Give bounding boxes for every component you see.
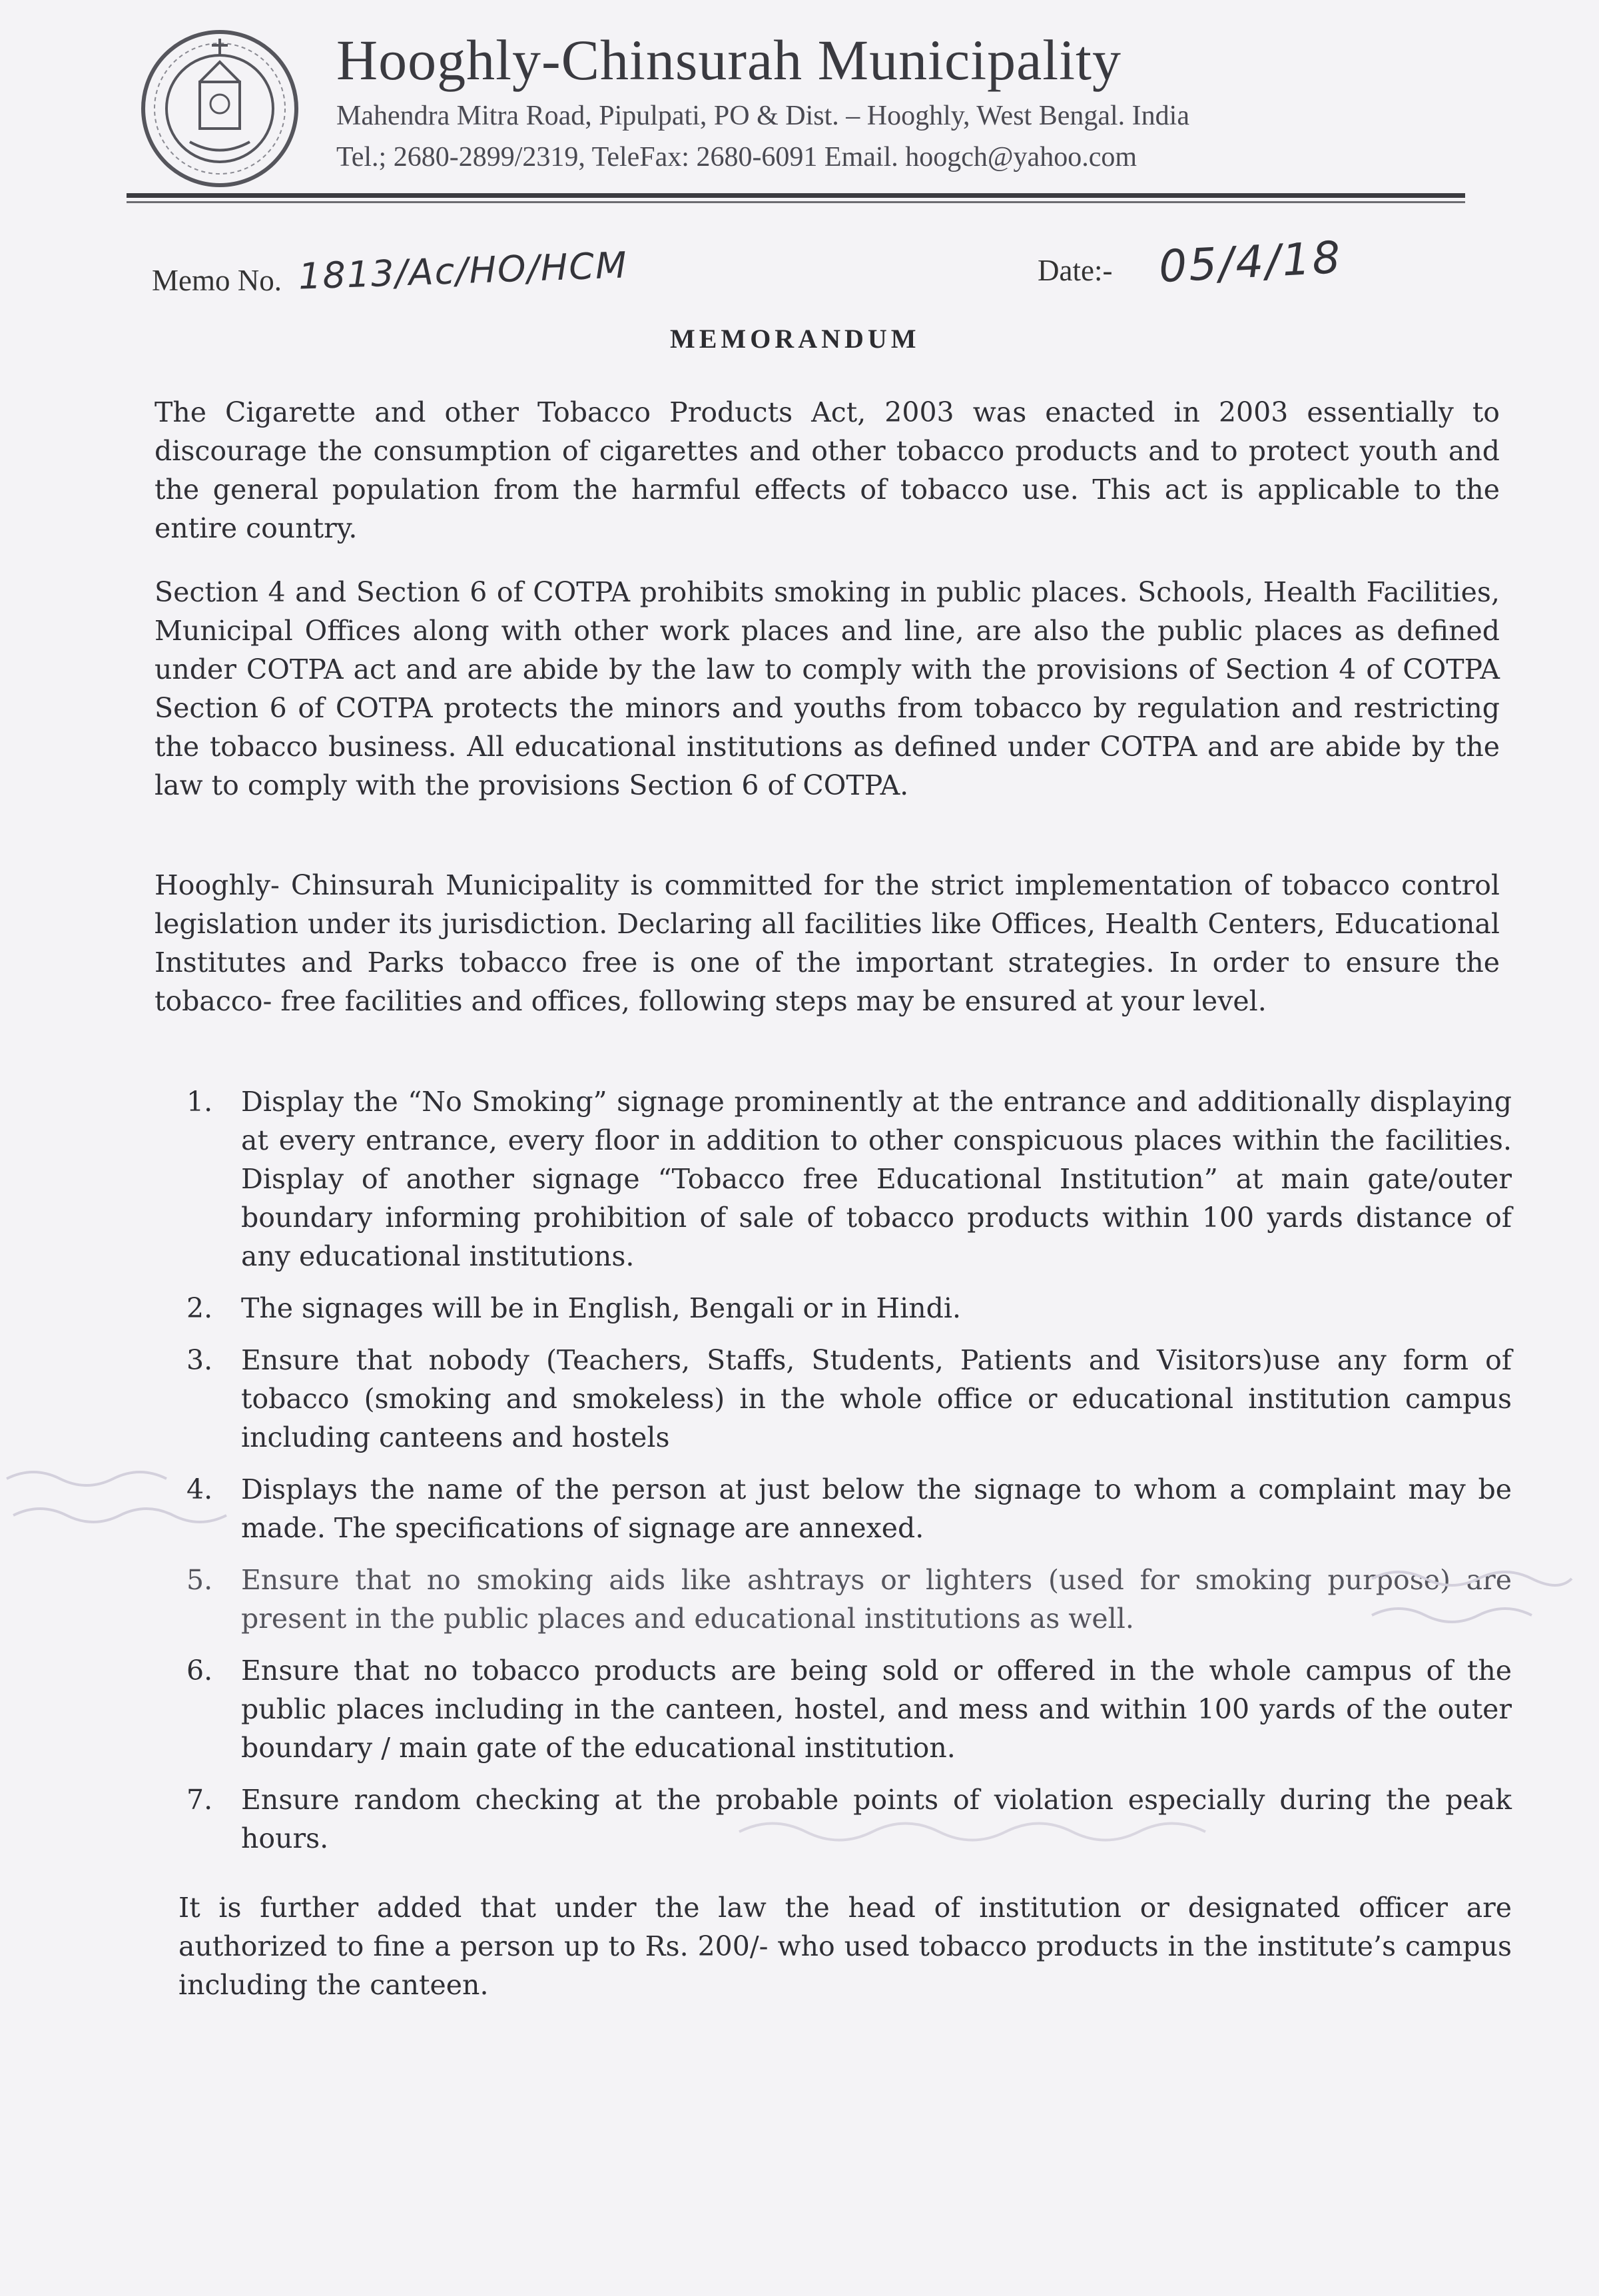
list-item-number: 7. — [186, 1784, 213, 1816]
memo-number-label: Memo No. — [152, 264, 282, 297]
list-item-text: Ensure that no tobacco products are being sold or offered in the whole campus of the public places including in the canteen, hostel, and mess and within 100 yards of the outer boundary / main gate of the educational institution. — [241, 1655, 1512, 1764]
list-item-number: 5. — [186, 1564, 213, 1596]
organization-address: Mahendra Mitra Road, Pipulpati, PO & Dist. – Hooghly, West Bengal. India — [336, 101, 1189, 131]
list-item-number: 3. — [186, 1344, 213, 1376]
bleed-through-marks — [1365, 1552, 1585, 1639]
bleed-through-marks — [733, 1812, 1265, 1852]
list-item — [186, 1341, 1512, 1457]
organization-contact: Tel.; 2680-2899/2319, TeleFax: 2680-6091 Email. hoogch@yahoo.com — [336, 142, 1137, 173]
list-item-text: Ensure random checking at the probable points of violation especially during the peak hours. — [241, 1784, 1512, 1854]
paragraph-intro: The Cigarette and other Tobacco Products Act, 2003 was enacted in 2003 essentially to discourage the consumption of cigarettes and other tobacco products and to protect youth and the general population from the harmful effects of tobacco use. This act is applicable to the entire country. — [155, 396, 1500, 544]
date-label: Date:- — [1038, 254, 1113, 287]
memo-number-handwritten: 1813/Ac/HO/HCM — [298, 244, 629, 298]
list-item — [186, 1082, 1512, 1276]
steps-list — [186, 1082, 1512, 1871]
list-item-text: Display the “No Smoking” signage prominently at the entrance and additionally displaying at every entrance, every floor in addition to other conspicuous places within the facilities. Display of another signage “Tobacco free Educational Institution” at main gate/outer boundary informing prohibition of sale of tobacco products within 100 yards distance of any educational institutions. — [241, 1086, 1512, 1272]
paragraph-sections: Section 4 and Section 6 of COTPA prohibits smoking in public places. Schools, Health Facilities, Municipal Offices along with other work places and line, are also the public places as defined under COTPA act and are abide by the law to comply with the provisions of Section 4 of COTPA Section 6 of COTPA protects the minors and youths from tobacco by regulation and restricting the tobacco business. All educational institutions as defined under COTPA and are abide by the law to comply with the provisions Section 6 of COTPA. — [155, 576, 1500, 801]
date-handwritten: 05/4/18 — [1157, 231, 1344, 293]
list-item-text: The signages will be in English, Bengali or in Hindi. — [241, 1292, 962, 1324]
bleed-through-marks — [0, 1452, 346, 1545]
paragraph-commitment: Hooghly- Chinsurah Municipality is committed for the strict implementation of tobacco control legislation under its jurisdiction. Declaring all facilities like Offices, Health Centers, Educational Institutes and Parks tobacco free is one of the important strategies. In order to ensure the tobacco- free facilities and offices, following steps may be ensured at your level. — [155, 869, 1500, 1017]
list-item — [186, 1651, 1512, 1767]
paragraph-closing: It is further added that under the law the head of institution or designated officer are authorized to fine a person up to Rs. 200/- who used tobacco products in the institute’s campus including the canteen. — [178, 1892, 1512, 2001]
list-item-number: 1. — [186, 1086, 213, 1118]
list-item — [186, 1561, 1512, 1638]
letterhead-divider-thin — [127, 201, 1465, 203]
municipal-seal-icon — [137, 25, 303, 192]
list-item-number: 2. — [186, 1292, 213, 1324]
list-item — [186, 1289, 1512, 1328]
list-item-text: Ensure that nobody (Teachers, Staffs, Students, Patients and Visitors)use any form of tobacco (smoking and smokeless) in the whole office or educational institution campus including canteens and hostels — [241, 1344, 1512, 1453]
document-heading: MEMORANDUM — [670, 324, 920, 354]
organization-name: Hooghly-Chinsurah Municipality — [336, 28, 1121, 92]
list-item-number: 4. — [186, 1473, 213, 1505]
letterhead-divider — [127, 193, 1465, 198]
list-item-text: Ensure that no smoking aids like ashtrays or lighters (used for smoking purpose) are present in the public places and educational institutions as well. — [241, 1564, 1512, 1635]
list-item-text: Displays the name of the person at just below the signage to whom a complaint may be made. The specifications of signage are annexed. — [241, 1473, 1512, 1544]
list-item-number: 6. — [186, 1655, 213, 1687]
list-item — [186, 1470, 1512, 1547]
